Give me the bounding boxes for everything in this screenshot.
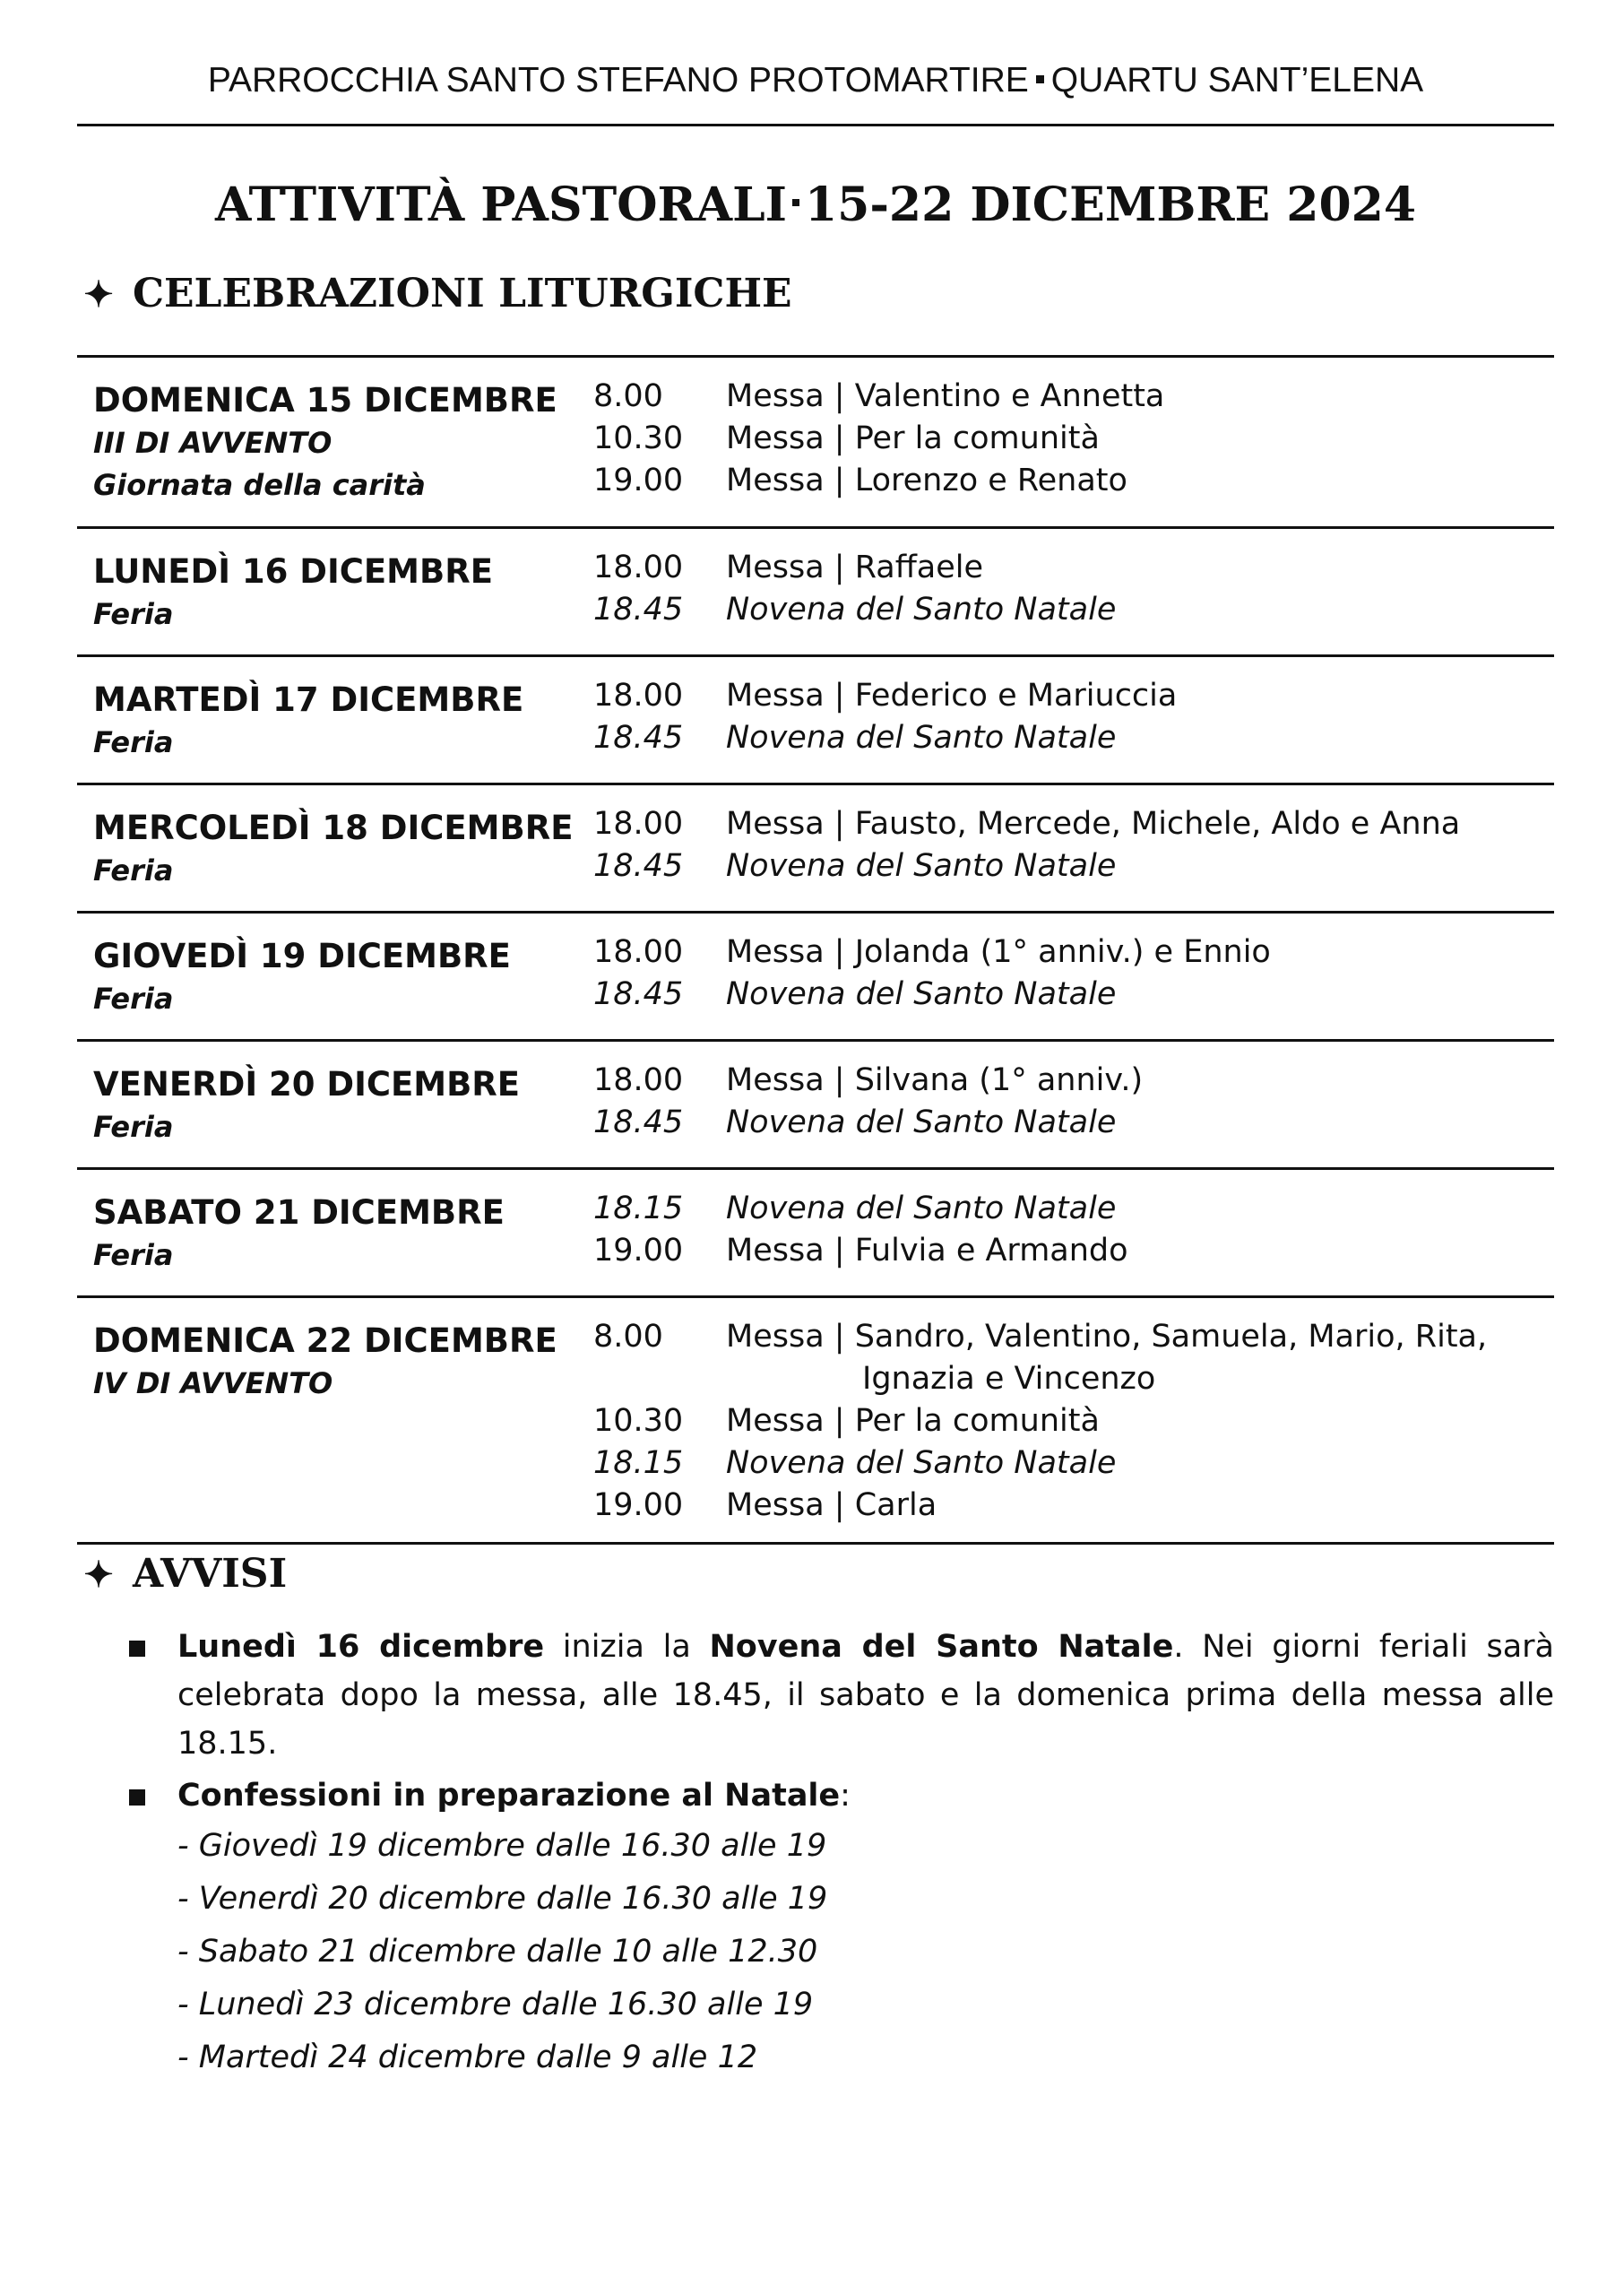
entry-description: Messa | Sandro, Valentino, Samuela, Mario, Rita, xyxy=(726,1319,1488,1355)
entry-time: 18.00 xyxy=(593,934,684,970)
day-entries xyxy=(593,1060,1543,1144)
day-name: DOMENICA 15 DICEMBRE xyxy=(93,381,557,420)
schedule-day xyxy=(77,1167,1554,1295)
confession-time-item: - Venerdì 20 dicembre dalle 16.30 alle 19 xyxy=(177,1881,828,1917)
schedule-entry xyxy=(593,1485,1543,1527)
entry-time: 18.15 xyxy=(593,1191,684,1226)
notice-novena-text-1: inizia la xyxy=(544,1629,710,1665)
day-label xyxy=(93,679,523,764)
header-rule xyxy=(77,124,1554,126)
notices-list xyxy=(77,1623,1554,2084)
notice-novena-date: Lunedì 16 dicembre xyxy=(177,1629,545,1665)
section-notices-label: AVVISI xyxy=(133,1551,288,1597)
entry-description: Novena del Santo Natale xyxy=(726,1191,1117,1226)
entry-description: Messa | Per la comunità xyxy=(726,420,1100,456)
entry-time: 18.00 xyxy=(593,806,684,842)
notice-novena-text-2: . Nei giorni feriali sarà celebrata dopo la messa, alle 18.45, il sabato e la domenica prima della messa alle 18.15. xyxy=(177,1629,1554,1762)
day-entries xyxy=(593,803,1543,888)
day-name: VENERDÌ 20 DICEMBRE xyxy=(93,1065,521,1104)
day-name: DOMENICA 22 DICEMBRE xyxy=(93,1321,557,1360)
entry-time: 18.00 xyxy=(593,678,684,714)
schedule-day xyxy=(77,783,1554,911)
entry-description: Messa | Carla xyxy=(726,1487,937,1523)
schedule-day xyxy=(77,1295,1554,1545)
schedule-entry xyxy=(593,1060,1543,1102)
four-point-star-icon: ✦ xyxy=(83,273,114,316)
schedule-entry xyxy=(593,974,1543,1016)
confession-time-item: - Giovedì 19 dicembre dalle 16.30 alle 19 xyxy=(177,1828,827,1864)
entry-description: Messa | Federico e Mariuccia xyxy=(726,678,1178,714)
day-name: SABATO 21 DICEMBRE xyxy=(93,1193,505,1232)
notice-confessions-title xyxy=(177,1771,1554,1820)
schedule-entry xyxy=(593,1316,1543,1358)
schedule-entry xyxy=(593,547,1543,589)
entry-description: Novena del Santo Natale xyxy=(726,976,1117,1012)
entry-description: Messa | Fulvia e Armando xyxy=(726,1233,1128,1269)
square-bullet-icon xyxy=(129,1789,145,1806)
notice-confessions xyxy=(77,1771,1554,1820)
entry-time: 18.00 xyxy=(593,1062,684,1098)
confession-time-item: - Martedì 24 dicembre dalle 9 alle 12 xyxy=(177,2040,758,2075)
entry-description: Novena del Santo Natale xyxy=(726,1104,1117,1140)
section-notices-heading xyxy=(81,1551,287,1597)
entry-description: Messa | Lorenzo e Renato xyxy=(726,463,1127,498)
entry-description: Novena del Santo Natale xyxy=(726,1445,1117,1481)
entry-description: Messa | Valentino e Annetta xyxy=(726,378,1165,414)
entry-description: Ignazia e Vincenzo xyxy=(862,1361,1156,1397)
schedule-entry xyxy=(593,931,1543,974)
schedule-entry xyxy=(593,1230,1543,1272)
entry-time: 18.45 xyxy=(593,848,684,884)
entry-time: 19.00 xyxy=(593,1487,684,1523)
schedule-day xyxy=(77,911,1554,1039)
entry-description: Novena del Santo Natale xyxy=(726,592,1117,628)
parish-header xyxy=(77,61,1554,100)
section-celebrations-label: CELEBRAZIONI LITURGICHE xyxy=(133,271,792,316)
schedule-day xyxy=(77,654,1554,783)
page-title xyxy=(77,178,1554,232)
day-label xyxy=(93,935,511,1020)
entry-time: 10.30 xyxy=(593,420,684,456)
schedule-table xyxy=(77,355,1554,1545)
schedule-entry xyxy=(593,1102,1543,1144)
schedule-entry xyxy=(593,376,1543,418)
day-label xyxy=(93,1063,520,1148)
schedule-day xyxy=(77,1039,1554,1167)
parish-town: QUARTU SANT’ELENA xyxy=(1050,61,1424,100)
day-subtitle: Feria xyxy=(93,1238,174,1272)
entry-description: Messa | Jolanda (1° anniv.) e Ennio xyxy=(726,934,1271,970)
title-separator-dot xyxy=(792,199,799,206)
entry-description: Novena del Santo Natale xyxy=(726,848,1117,884)
schedule-entry xyxy=(593,1442,1543,1485)
entry-description: Messa | Per la comunità xyxy=(726,1403,1100,1439)
confession-times-list xyxy=(77,1820,1554,2084)
day-name: LUNEDÌ 16 DICEMBRE xyxy=(93,552,493,591)
entry-description: Messa | Silvana (1° anniv.) xyxy=(726,1062,1144,1098)
day-subtitle: Giornata della carità xyxy=(93,468,426,502)
four-point-star-icon: ✦ xyxy=(83,1554,114,1596)
day-label xyxy=(93,379,557,507)
notice-novena xyxy=(77,1623,1554,1768)
schedule-entry xyxy=(593,1400,1543,1442)
entry-time: 10.30 xyxy=(593,1403,684,1439)
square-bullet-icon xyxy=(129,1641,145,1657)
day-label xyxy=(93,1320,557,1405)
schedule-entry xyxy=(593,589,1543,631)
entry-time: 18.45 xyxy=(593,1104,684,1140)
schedule-entry xyxy=(593,1358,1543,1400)
entry-description: Novena del Santo Natale xyxy=(726,720,1117,756)
day-subtitle: Feria xyxy=(93,1110,174,1144)
day-subtitle: Feria xyxy=(93,853,174,888)
section-celebrations-heading xyxy=(81,271,792,316)
schedule-day xyxy=(77,526,1554,654)
day-entries xyxy=(593,675,1543,759)
title-main: ATTIVITÀ PASTORALI xyxy=(214,178,787,232)
day-label xyxy=(93,550,493,636)
schedule-entry xyxy=(593,418,1543,460)
day-name: GIOVEDÌ 19 DICEMBRE xyxy=(93,937,511,975)
entry-time: 8.00 xyxy=(593,378,663,414)
entry-time: 18.45 xyxy=(593,976,684,1012)
entry-time: 19.00 xyxy=(593,463,684,498)
day-subtitle: Feria xyxy=(93,725,174,759)
day-label xyxy=(93,1191,505,1277)
separator-dot xyxy=(1036,75,1044,83)
notice-novena-text xyxy=(177,1623,1554,1768)
day-entries xyxy=(593,931,1543,1016)
day-entries xyxy=(593,1316,1543,1527)
schedule-entry xyxy=(593,675,1543,717)
entry-time: 18.15 xyxy=(593,1445,684,1481)
confession-time-item: - Lunedì 23 dicembre dalle 16.30 alle 19 xyxy=(177,1987,814,2022)
schedule-entry xyxy=(593,460,1543,502)
notice-confessions-colon: : xyxy=(840,1778,851,1814)
day-name: MERCOLEDÌ 18 DICEMBRE xyxy=(93,809,574,847)
entry-description: Messa | Raffaele xyxy=(726,550,984,585)
title-dates: 15-22 DICEMBRE 2024 xyxy=(804,178,1417,232)
entry-time: 18.00 xyxy=(593,550,684,585)
entry-time: 19.00 xyxy=(593,1233,684,1269)
day-subtitle: Feria xyxy=(93,597,174,631)
entry-description: Messa | Fausto, Mercede, Michele, Aldo e Anna xyxy=(726,806,1461,842)
schedule-entry xyxy=(593,717,1543,759)
entry-time: 18.45 xyxy=(593,720,684,756)
notice-novena-title: Novena del Santo Natale xyxy=(709,1629,1174,1665)
day-entries xyxy=(593,547,1543,631)
schedule-entry xyxy=(593,845,1543,888)
day-label xyxy=(93,807,573,892)
notice-confessions-heading: Confessioni in preparazione al Natale xyxy=(177,1778,841,1814)
schedule-entry xyxy=(593,1188,1543,1230)
confession-time-item: - Sabato 21 dicembre dalle 10 alle 12.30 xyxy=(177,1934,818,1970)
day-subtitle: Feria xyxy=(93,982,174,1016)
day-name: MARTEDÌ 17 DICEMBRE xyxy=(93,680,524,719)
day-entries xyxy=(593,376,1543,502)
day-entries xyxy=(593,1188,1543,1272)
schedule-entry xyxy=(593,803,1543,845)
entry-time: 18.45 xyxy=(593,592,684,628)
schedule-day xyxy=(77,355,1554,526)
parish-name: PARROCCHIA SANTO STEFANO PROTOMARTIRE xyxy=(207,61,1029,100)
entry-time: 8.00 xyxy=(593,1319,663,1355)
day-subtitle: IV DI AVVENTO xyxy=(93,1366,333,1400)
day-subtitle: III DI AVVENTO xyxy=(93,426,333,460)
